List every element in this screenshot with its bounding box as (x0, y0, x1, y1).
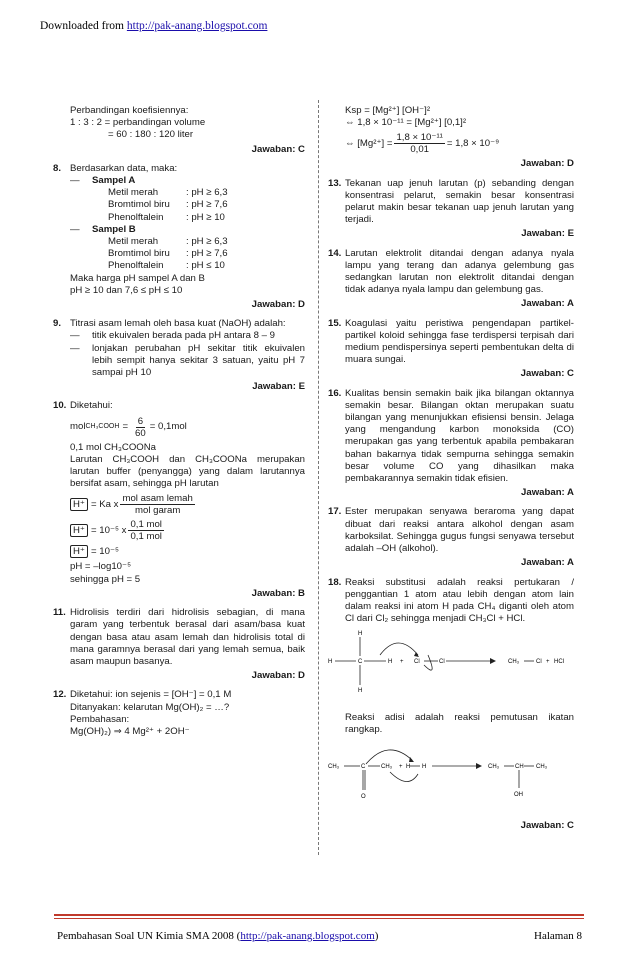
indicator-value: : pH ≥ 6,3 (186, 187, 228, 199)
eq-term: = Ka x (91, 498, 119, 510)
frac-num: mol asam lemah (122, 493, 193, 505)
left-column (53, 105, 305, 738)
molecule-label: CH₃ (488, 763, 500, 770)
atom-label: Cl (536, 659, 542, 666)
question-14 (328, 248, 574, 297)
molecule-label: CH₃ (328, 763, 340, 770)
paragraph: Reaksi substitusi adalah reaksi pertukaran / penggantian 1 atom atau lebih dengan atom lain dalam reaksi ini atom H pada CH₄ diganti oleh atom Cl dari Cl₂ sehingga menjadi CH₃Cl + HCl. (345, 576, 574, 625)
eq-term: ⇔ [Mg²⁺] = (345, 137, 393, 149)
indicator-value: : pH ≥ 7,6 (186, 248, 228, 260)
reaction-arrow-head (490, 658, 496, 664)
question-number: 16. (328, 387, 342, 399)
question-number: 10. (53, 400, 67, 412)
eq-term: mol (70, 421, 86, 433)
text-line: Titrasi asam lemah oleh basa kuat (NaOH) adalah: (70, 318, 286, 330)
bracket-term: H⁺ (70, 524, 88, 537)
text-line: Ksp = [Mg²⁺] [OH⁻]² (345, 105, 431, 116)
eq-sign: = (122, 421, 129, 433)
question-number: 13. (328, 177, 342, 189)
frac-den: 0,1 mol (130, 531, 162, 543)
question-number: 17. (328, 506, 342, 518)
question-16 (328, 388, 574, 486)
page-header (40, 20, 267, 32)
frac-num: 1,8 × 10⁻¹¹ (396, 132, 443, 144)
indicator-name: Metil merah (108, 236, 159, 248)
list-item: lonjakan perubahan pH sekitar titik ekuivalen lebih sempit hanya sekitar 3 satuan, yaitu pH 7 sampai pH 10 (92, 342, 305, 379)
atom-label: C (358, 659, 363, 666)
question-9: 9. Titrasi asam lemah oleh basa kuat (NaOH) adalah: — titik ekuivalen berada pada pH antara 8 – 9 — lonjakan perubahan pH sekitar titik ekuivalen lebih sempit hanya sekitar 3 satuan, yaitu pH 7 sampai pH 10 (53, 318, 305, 379)
paragraph: Kualitas bensin semakin baik jika bilangan oktannya semakin besar. Bilangan oktan merupakan suatu bilangan yang menunjukkan efisiensi bensin. Jelaga yang mengandung karbon monoksida (CO) merupakan gas yang terbentuk apabila pembakaran bahan bakarnya tidak sempurna sehingga semakin besar volume CO yang dihasilkan maka pembakarannya semakin tidak efisien. (345, 387, 574, 485)
paragraph: Hidrolisis terdiri dari hidrolisis sebagian, di mana garam yang terbentuk berasal dari asam/basa kuat dengan basa atau asam lemah dan hidrolisis total di mana garamnya berasal dari yang lemah semua, baik asam maupun basanya. (70, 607, 305, 667)
header-link[interactable]: http://pak-anang.blogspot.com (126, 20, 268, 32)
column-divider (318, 100, 319, 855)
answer-label: Jawaban: D (251, 299, 305, 311)
ksp-block (328, 105, 574, 155)
paragraph: Tekanan uap jenuh larutan (p) sebanding dengan konsentrasi pelarut, semakin besar konsentrasi pelarut makin besar tekanan uap jenuh larutan yang terjadi. (345, 177, 574, 226)
question-12 (53, 689, 305, 738)
text-line: Larutan CH₃COOH dan CH₃COONa merupakan larutan buffer (penyangga) yang dalam larutannya bersifat asam, sehingga pH larutan (70, 453, 305, 490)
substitution-reaction-diagram (328, 629, 574, 703)
question-number: 9. (53, 318, 62, 330)
question-11 (53, 607, 305, 668)
question-17 (328, 506, 574, 555)
indicator-value: : pH ≥ 7,6 (186, 199, 228, 211)
indicator-value: : pH ≤ 10 (186, 260, 225, 272)
question-number: 15. (328, 317, 342, 329)
page-number: Halaman 8 (534, 930, 582, 942)
indicator-name: Bromtimol biru (108, 199, 170, 211)
eq-term: = 10⁻⁵ x (91, 524, 127, 536)
molecule-label: CH₃ (536, 763, 548, 770)
text-line: Diketahui: (70, 400, 113, 412)
text-line: Berdasarkan data, maka: (70, 162, 178, 174)
text-line: Pembahasan: (70, 713, 130, 725)
answer-label: Jawaban: A (521, 487, 574, 499)
molecule-label: CH₃ (508, 659, 520, 666)
eq-result: = 0,1mol (149, 421, 187, 433)
question-15 (328, 318, 574, 367)
list-item: titik ekuivalen berada pada pH antara 8 – 9 (92, 330, 275, 342)
atom-label: Cl (439, 659, 445, 666)
frac-den: 60 (135, 427, 146, 439)
text-line: sehingga pH = 5 (70, 573, 141, 585)
atom-label: O (361, 793, 366, 800)
atom-label: H (358, 631, 363, 638)
text-line: Ditanyakan: kelarutan Mg(OH)₂ = …? (70, 701, 230, 713)
paragraph: Koagulasi yaitu peristiwa pengendapan partikel-partikel koloid sehingga fase terdispersi terpisah dari medium pendispersinya seperti pembentukan delta di muara sungai. (345, 317, 574, 366)
indicator-name: Phenolftalein (108, 260, 164, 272)
text-line: pH ≥ 10 dan 7,6 ≤ pH ≤ 10 (70, 284, 183, 296)
buffer-equation-3 (70, 545, 305, 558)
atom-label: Cl (414, 659, 420, 666)
question-number: 8. (53, 162, 62, 174)
text-line: pH = –log10⁻⁵ (70, 561, 132, 573)
text-line: ⇔ 1,8 × 10⁻¹¹ = [Mg²⁺] [0,1]² (345, 117, 467, 129)
text-line: Maka harga pH sampel A dan B (70, 272, 205, 284)
molecule-label: HCl (554, 659, 564, 666)
answer-label: Jawaban: C (520, 368, 574, 380)
footer-left (57, 930, 378, 942)
text-line: 0,1 mol CH₃COONa (70, 441, 157, 453)
ksp-equation (345, 132, 574, 155)
answer-label: Jawaban: B (251, 587, 305, 599)
bracket-term: H⁺ (70, 498, 88, 511)
question-18 (328, 577, 574, 626)
addition-reaction-diagram (328, 740, 574, 810)
paragraph: Reaksi adisi adalah reaksi pemutusan ikatan rangkap. (345, 711, 574, 735)
sample-a-title: Sampel A (92, 175, 136, 187)
atom-label: H (422, 763, 427, 770)
text-line: Mg(OH)₂) ⇒ 4 Mg²⁺ + 2OH⁻ (70, 725, 190, 737)
eq-sub: CH₃COOH (85, 423, 120, 431)
paragraph: Ester merupakan senyawa beraroma yang dapat dibuat dari reaksi antara alkohol dengan asam karboksilat. Sehingga gugus fungsi senyawa tersebut adalah –OH (alkohol). (345, 506, 574, 555)
atom-label: H (328, 659, 333, 666)
question-number: 18. (328, 576, 342, 588)
frac-num: 6 (137, 415, 144, 427)
sample-b-title: Sampel B (92, 223, 136, 235)
question-10 (53, 400, 305, 585)
footer-link[interactable]: http://pak-anang.blogspot.com (240, 930, 375, 942)
right-column (328, 105, 574, 839)
plus-sign: + (399, 763, 403, 770)
answer-label: Jawaban: C (520, 820, 574, 832)
paragraph: Larutan elektrolit ditandai dengan adanya nyala lampu yang terang dan adanya gelembung gas sedangkan larutan non elektrolit ditandai dengan tidak adanya nyala lampu dan gelembung gas. (345, 247, 574, 296)
buffer-equation-1 (70, 493, 305, 516)
frac-den: 0,01 (410, 144, 429, 156)
bracket-term: H⁺ (70, 545, 88, 558)
atom-label: H (358, 688, 363, 695)
text-line: Diketahui: ion sejenis = [OH⁻] = 0,1 M (70, 689, 232, 701)
q7-continuation (53, 105, 305, 142)
frac-den: mol garam (135, 505, 181, 517)
indicator-name: Phenolftalein (108, 211, 164, 223)
text-line: = 60 : 180 : 120 liter (108, 129, 194, 141)
indicator-value: : pH ≥ 6,3 (186, 236, 228, 248)
eq-term: = 10⁻⁵ (91, 545, 119, 557)
answer-label: Jawaban: D (251, 670, 305, 682)
answer-label: Jawaban: A (521, 557, 574, 569)
answer-label: Jawaban: D (520, 158, 574, 170)
reaction-arrow-head (476, 763, 482, 769)
atom-label: C (361, 763, 366, 770)
question-number: 14. (328, 247, 342, 259)
footer-rule (54, 918, 584, 919)
question-8: 8. Berdasarkan data, maka: — Sampel A Metil merah : pH ≥ 6,3 Bromtimol biru : pH ≥ 7,6 Phenolftalein : pH ≥ 10 — Sampel B Metil merah : pH ≥ 6,3 Bromtimol biru : pH ≥ 7,6 Phenolftalein : pH ≤ 10 Maka harga pH sampel A dan B pH ≥ 10 dan 7,6 ≤ pH ≤ 10 (53, 163, 305, 297)
footer-text: Pembahasan Soal UN Kimia SMA 2008 ( (57, 930, 241, 942)
answer-label: Jawaban: A (521, 298, 574, 310)
atom-label: H (388, 659, 393, 666)
text-line: 1 : 3 : 2 = perbandingan volume (70, 117, 206, 129)
answer-label: Jawaban: E (252, 381, 305, 393)
mol-equation (70, 416, 305, 439)
molecule-label: CH (515, 763, 524, 770)
buffer-equation-2 (70, 519, 305, 542)
footer-rule (54, 914, 584, 916)
molecule-label: CH₃ (381, 763, 393, 770)
indicator-name: Metil merah (108, 187, 159, 199)
question-13 (328, 178, 574, 227)
plus-sign: + (546, 659, 550, 666)
answer-label: Jawaban: C (251, 143, 305, 155)
text-line: Perbandingan koefisiennya: (70, 105, 189, 116)
question-number: 12. (53, 689, 67, 701)
question-number: 11. (53, 607, 66, 619)
indicator-name: Bromtimol biru (108, 248, 170, 260)
plus-sign: + (400, 659, 404, 666)
answer-label: Jawaban: E (521, 228, 574, 240)
header-prefix: Downloaded from (40, 20, 127, 32)
frac-num: 0,1 mol (130, 519, 162, 531)
footer-text: ) (374, 930, 379, 942)
indicator-value: : pH ≥ 10 (186, 211, 225, 223)
eq-result: = 1,8 × 10⁻⁹ (446, 137, 500, 149)
atom-label: H (406, 763, 411, 770)
page-footer (57, 930, 582, 942)
molecule-label: OH (514, 791, 523, 798)
